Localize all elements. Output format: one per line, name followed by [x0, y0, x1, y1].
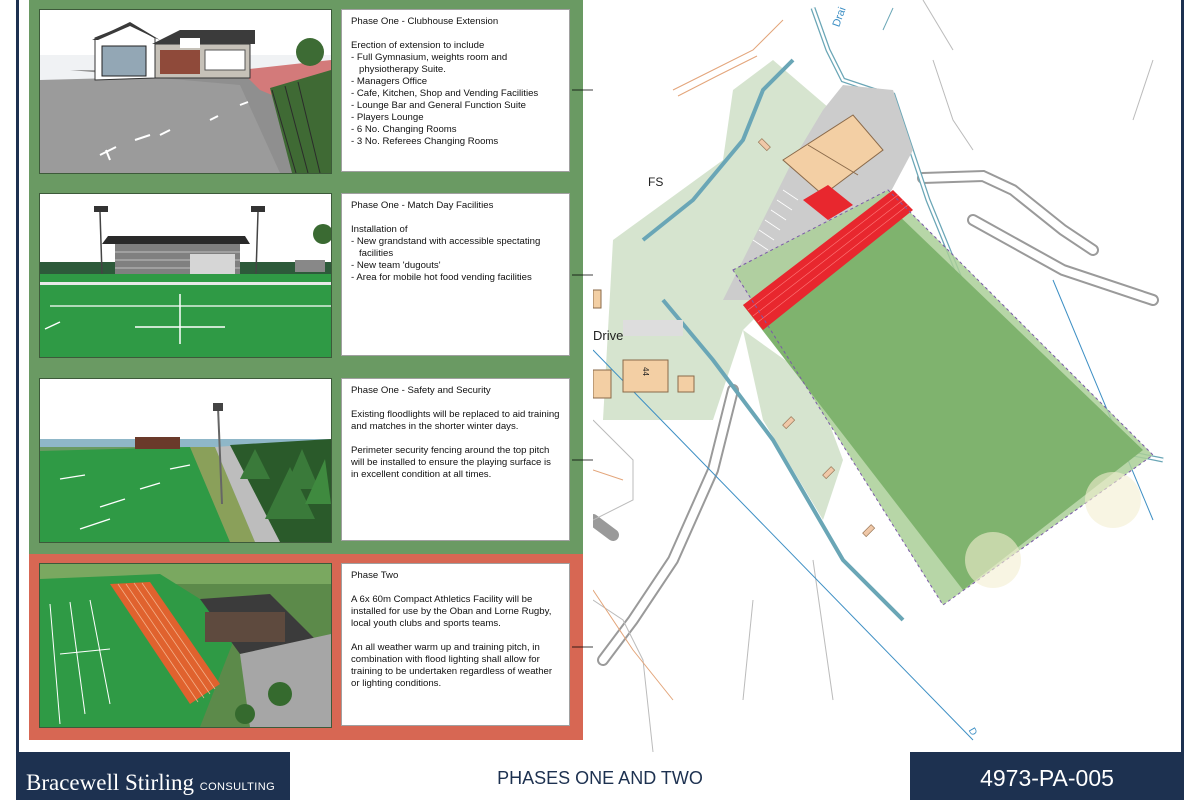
safety-paragraph: Existing floodlights will be replaced to aid training and matches in the shorter winter days. [351, 409, 560, 432]
company-logo-text [26, 770, 275, 796]
safety-description [341, 378, 570, 541]
panel-match-day-facilities [29, 184, 583, 369]
list-item: - New team 'dugouts' [351, 260, 560, 272]
phase-two-paragraph: A 6x 60m Compact Athletics Facility will be installed for use by the Oban and Lorne Rugby, local youth clubs and sports teams. [351, 594, 552, 629]
phase-two-paragraph: An all weather warm up and training pitch, in combination with flood lighting shall allow for training to be undertaken regardless of weather or lighting conditions. [351, 642, 553, 689]
panel-clubhouse-extension [29, 0, 583, 184]
drawing-title: PHASES ONE AND TWO [497, 768, 703, 788]
drawing-title-block [290, 752, 910, 800]
phase-two-description [341, 563, 570, 726]
list-item: - Cafe, Kitchen, Shop and Vending Facilities [351, 88, 560, 100]
grandstand-render-image [39, 193, 332, 358]
frame-right-border [1181, 0, 1184, 752]
clubhouse-description [341, 9, 570, 172]
label-house-number: 44 [641, 367, 650, 376]
list-item: - Area for mobile hot food vending facilities [351, 272, 560, 284]
clubhouse-heading: Phase One - Clubhouse Extension [351, 16, 499, 27]
label-drain: Drai [830, 5, 849, 29]
title-block [16, 752, 1184, 800]
frame-left-border [16, 0, 19, 752]
match-day-heading: Phase One - Match Day Facilities [351, 200, 494, 211]
list-item: - 6 No. Changing Rooms [351, 124, 560, 136]
floodlight-render-image [39, 378, 332, 543]
panel-safety-security [29, 369, 583, 554]
list-item: - New grandstand with accessible spectating facilities [351, 236, 560, 260]
match-day-description [341, 193, 570, 356]
label-drive: Drive [593, 328, 624, 343]
panel-phase-two [29, 554, 583, 740]
match-day-list [351, 236, 560, 284]
match-day-intro: Installation of [351, 224, 408, 235]
company-name: Bracewell Stirling [26, 770, 194, 795]
clubhouse-list [351, 52, 560, 148]
site-plan [593, 0, 1181, 752]
clubhouse-render-image [39, 9, 332, 174]
list-item: - Players Lounge [351, 112, 560, 124]
list-item: - Lounge Bar and General Function Suite [351, 100, 560, 112]
phase-two-heading: Phase Two [351, 570, 399, 581]
list-item: - Full Gymnasium, weights room and physiotherapy Suite. [351, 52, 560, 76]
list-item: - Managers Office [351, 76, 560, 88]
company-block [16, 752, 290, 800]
company-suffix: CONSULTING [199, 781, 276, 793]
clubhouse-intro: Erection of extension to include [351, 40, 485, 51]
list-item: - 3 No. Referees Changing Rooms [351, 136, 560, 148]
drawing-number: 4973-PA-005 [980, 765, 1114, 791]
label-d: D [965, 726, 979, 738]
drawing-number-block [910, 752, 1184, 800]
label-fs: FS [648, 175, 664, 189]
safety-heading: Phase One - Safety and Security [351, 385, 491, 396]
athletics-render-image [39, 563, 332, 728]
safety-paragraph: Perimeter security fencing around the top pitch will be installed to ensure the playing surface is in excellent condition at all times. [351, 445, 551, 480]
